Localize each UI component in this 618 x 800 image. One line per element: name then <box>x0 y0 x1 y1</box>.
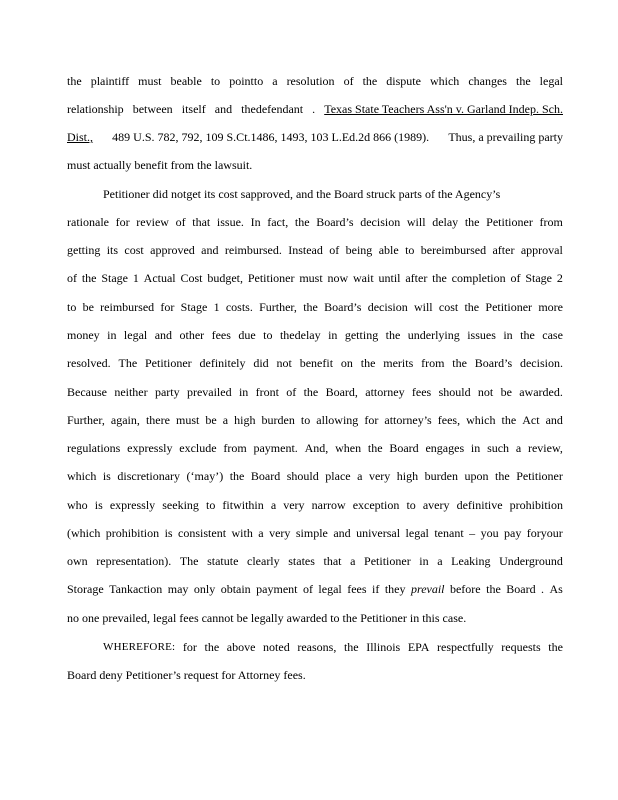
word: from <box>539 215 563 229</box>
word: discretionary <box>117 469 181 483</box>
word: issues <box>467 328 496 342</box>
word: – <box>469 526 476 540</box>
word: you <box>480 526 499 540</box>
word: is <box>102 469 111 483</box>
word: Petitioner <box>247 271 295 285</box>
word: changes <box>468 74 507 88</box>
word: money <box>67 328 100 342</box>
word: the <box>67 74 82 88</box>
word: must <box>299 271 323 285</box>
word: engages <box>425 441 465 455</box>
word: Stage <box>101 271 128 285</box>
word: be <box>500 385 512 399</box>
word: a <box>350 554 356 568</box>
word: legal <box>318 582 342 596</box>
word: decision <box>360 215 401 229</box>
word: reimbursed. <box>224 243 282 257</box>
word: burden <box>261 413 295 427</box>
word: above <box>226 640 256 654</box>
word: to <box>406 498 416 512</box>
word: and <box>333 526 351 540</box>
word: statute <box>207 554 239 568</box>
word: the <box>548 640 563 654</box>
word: fees <box>211 328 231 342</box>
word: 1 <box>132 271 139 285</box>
word: legal <box>405 526 429 540</box>
text-line <box>67 581 563 597</box>
word: exclude <box>179 441 217 455</box>
word: is <box>94 498 103 512</box>
word: the <box>204 640 220 654</box>
word: Board, <box>325 385 358 399</box>
word: expressly <box>127 441 173 455</box>
word: regulations <box>67 441 121 455</box>
word: in <box>419 554 429 568</box>
word: for <box>364 413 379 427</box>
word: the <box>360 356 376 370</box>
word: Board <box>389 441 419 455</box>
word: benefit <box>299 356 334 370</box>
word: decision <box>367 300 408 314</box>
word: cost <box>438 300 459 314</box>
text-line <box>67 497 563 513</box>
word: a <box>222 413 229 427</box>
word: should <box>438 385 471 399</box>
word: merits <box>383 356 414 370</box>
word: of <box>175 215 186 229</box>
word: review <box>136 215 169 229</box>
word: for <box>115 215 130 229</box>
word: to <box>210 74 221 88</box>
word: own <box>67 554 88 568</box>
word: not <box>276 356 292 370</box>
word: until <box>378 271 401 285</box>
word: the <box>520 328 535 342</box>
word: 1 <box>213 300 220 314</box>
word: the <box>515 74 531 88</box>
word: And, <box>304 441 329 455</box>
word: the <box>464 300 480 314</box>
word: of <box>302 582 313 596</box>
word: getting <box>67 243 101 257</box>
word: fitwithin <box>222 498 264 512</box>
word: fact, <box>267 215 289 229</box>
word: Board <box>506 582 536 596</box>
word: The <box>118 356 138 370</box>
word: in <box>107 328 117 342</box>
word: the <box>81 271 97 285</box>
word: Petitioner <box>516 469 563 483</box>
word: decision. <box>519 356 563 370</box>
word: due <box>238 328 256 342</box>
word: Thus, a prevailing party <box>448 130 563 144</box>
word: prohibition <box>105 526 160 540</box>
word: obtain <box>220 582 251 596</box>
word: Stage <box>525 271 552 285</box>
word: between <box>132 102 173 116</box>
word: very <box>283 498 305 512</box>
word: very <box>368 469 391 483</box>
word: WHEREFORE: <box>103 641 176 653</box>
text-line <box>67 384 563 400</box>
word: to <box>263 328 273 342</box>
word: in <box>238 385 249 399</box>
word: getting <box>344 328 379 342</box>
word: legal <box>539 74 563 88</box>
word: resolution <box>286 74 335 88</box>
text-line: Board deny Petitioner’s request for Attorney fees. <box>67 668 306 682</box>
word: Board’s <box>324 300 362 314</box>
word: on <box>340 356 353 370</box>
word: (which <box>67 526 101 540</box>
word: case <box>542 328 563 342</box>
word: will <box>406 215 426 229</box>
text-line <box>67 412 563 428</box>
word: plaintiff <box>90 74 130 88</box>
word: with <box>231 526 253 540</box>
word: thedefendant <box>241 102 304 116</box>
word: there <box>145 413 170 427</box>
word: that <box>192 215 211 229</box>
word: Underground <box>499 554 563 568</box>
word: they <box>384 582 406 596</box>
word: in <box>328 328 338 342</box>
word: may <box>167 582 189 596</box>
word: states <box>288 554 315 568</box>
word: resolved. <box>67 356 111 370</box>
word: able <box>378 243 399 257</box>
word: wait <box>353 271 374 285</box>
word: in <box>470 441 481 455</box>
word: payment. <box>253 441 298 455</box>
text-line <box>67 355 563 371</box>
word: Board <box>250 469 281 483</box>
word: not <box>477 385 494 399</box>
word: Petitioner <box>145 356 192 370</box>
word: consistent <box>178 526 227 540</box>
word: a <box>437 554 443 568</box>
word: and <box>154 328 173 342</box>
word: party <box>154 385 180 399</box>
word: the <box>486 582 501 596</box>
word: the <box>385 328 401 342</box>
word: upon <box>464 469 489 483</box>
word: before <box>449 582 481 596</box>
word: Board’s <box>474 356 513 370</box>
text-line <box>67 73 563 89</box>
word: of <box>343 74 354 88</box>
word: narrow <box>311 498 346 512</box>
word: seeking <box>162 498 199 512</box>
text-line <box>67 440 563 456</box>
word: the <box>367 441 383 455</box>
word: a <box>357 469 363 483</box>
word: issue. <box>216 215 244 229</box>
word: costs. <box>225 300 253 314</box>
word: prevailed <box>186 385 232 399</box>
word: Stage <box>180 300 208 314</box>
word: fees <box>411 385 432 399</box>
word: prohibition <box>509 498 563 512</box>
word: review, <box>527 441 563 455</box>
word: avery <box>422 498 450 512</box>
word: a <box>270 498 277 512</box>
text-line <box>67 327 563 343</box>
word: relationship <box>67 102 124 116</box>
word: Tankaction <box>109 582 163 596</box>
word: place <box>325 469 351 483</box>
word: In <box>250 215 261 229</box>
word: burden <box>424 469 458 483</box>
word: only <box>193 582 216 596</box>
word: high <box>396 469 419 483</box>
text-line <box>67 553 563 569</box>
word: completion <box>451 271 506 285</box>
word: universal <box>356 526 401 540</box>
word: be <box>82 300 94 314</box>
word: clearly <box>247 554 280 568</box>
word: which <box>429 74 460 88</box>
word: The <box>179 554 199 568</box>
word: Dist., <box>67 130 94 144</box>
word: payment <box>256 582 298 596</box>
word: foryour <box>526 526 563 540</box>
word: tenant <box>434 526 464 540</box>
word: Because <box>67 385 107 399</box>
text-line <box>67 242 563 258</box>
word: a <box>258 526 264 540</box>
word: the <box>362 74 378 88</box>
word: cost <box>124 243 144 257</box>
word: pay <box>504 526 522 540</box>
word: Actual <box>143 271 176 285</box>
word: and <box>545 413 563 427</box>
word: itself <box>181 102 206 116</box>
word: of <box>510 271 521 285</box>
word: from <box>223 441 247 455</box>
word: fees, <box>437 413 461 427</box>
word: did <box>253 356 269 370</box>
word: representation). <box>96 554 172 568</box>
word: Leaking <box>451 554 491 568</box>
word: Further, <box>259 300 297 314</box>
word: a <box>272 74 278 88</box>
word: again, <box>110 413 140 427</box>
word: attorney <box>365 385 405 399</box>
word: Cost <box>180 271 203 285</box>
word: the <box>501 413 517 427</box>
word: in <box>503 328 513 342</box>
word: rationale <box>67 215 109 229</box>
word: underlying <box>407 328 460 342</box>
word: Texas State Teachers Ass'n v. Garland Indep. Sch. <box>324 102 563 116</box>
word: pointto <box>229 74 264 88</box>
text-line: no one prevailed, legal fees cannot be legally awarded to the Petitioner in this case. <box>67 611 467 625</box>
word: and <box>201 243 219 257</box>
word: expressly <box>109 498 156 512</box>
word: high <box>234 413 256 427</box>
word: to <box>67 300 77 314</box>
word: approval <box>520 243 563 257</box>
word: is <box>164 526 173 540</box>
text-line <box>67 214 563 230</box>
word: of <box>286 385 297 399</box>
word: bereimbursed <box>420 243 487 257</box>
word: allowing <box>316 413 359 427</box>
word: more <box>538 300 563 314</box>
word: Petitioner <box>486 215 533 229</box>
word: delay <box>432 215 459 229</box>
word: Petitioner <box>364 554 411 568</box>
word: Illinois <box>366 640 401 654</box>
word: the <box>464 215 480 229</box>
word: Petitioner <box>485 300 533 314</box>
word: the <box>229 469 245 483</box>
word: which <box>67 469 97 483</box>
word: . <box>312 102 316 116</box>
text-line <box>67 270 563 286</box>
word: will <box>413 300 433 314</box>
word: awarded. <box>519 385 563 399</box>
word: attorney’s <box>384 413 432 427</box>
word: 2 <box>556 271 563 285</box>
word: simple <box>295 526 328 540</box>
text-line <box>67 101 563 117</box>
word: legal <box>123 328 148 342</box>
word: a <box>515 441 522 455</box>
word: if <box>372 582 380 596</box>
word: reimbursed <box>100 300 155 314</box>
text-line: must actually benefit from the lawsuit. <box>67 158 253 172</box>
text-line <box>103 639 563 655</box>
word: after <box>492 243 515 257</box>
word: Board’s <box>316 215 354 229</box>
word: dispute <box>386 74 421 88</box>
word: budget, <box>207 271 243 285</box>
word: 489 U.S. 782, 792, 109 S.Ct.1486, 1493, 103 L.Ed.2d 866 (1989). <box>112 130 430 144</box>
word: the <box>303 385 319 399</box>
word: As <box>549 582 563 596</box>
word: being <box>345 243 373 257</box>
word: the <box>294 215 310 229</box>
word: of <box>329 243 340 257</box>
word: and <box>214 102 233 116</box>
word: which <box>466 413 496 427</box>
word: fees <box>347 582 367 596</box>
word: exception <box>352 498 400 512</box>
word: Act <box>522 413 540 427</box>
word: front <box>255 385 279 399</box>
word: the <box>303 300 318 314</box>
word: must <box>138 74 162 88</box>
word: other <box>179 328 205 342</box>
word: the <box>452 356 467 370</box>
word: its <box>106 243 119 257</box>
word: must <box>175 413 200 427</box>
word: neither <box>114 385 148 399</box>
text-line <box>67 525 563 541</box>
text-line <box>67 299 563 315</box>
word: beable <box>170 74 202 88</box>
word: requests <box>501 640 541 654</box>
text-line <box>67 468 563 484</box>
word: of <box>67 271 77 285</box>
word: the <box>432 271 447 285</box>
word: approved <box>150 243 195 257</box>
word: to <box>205 498 216 512</box>
word: prevail <box>410 582 445 596</box>
text-line <box>67 129 563 145</box>
word: noted <box>263 640 290 654</box>
word: thedelay <box>279 328 321 342</box>
text-line: Petitioner did notget its cost sapproved, and the Board struck parts of the Agency’s <box>103 187 501 201</box>
word: Instead <box>288 243 323 257</box>
word: definitely <box>199 356 246 370</box>
word: Further, <box>67 413 105 427</box>
word: respectfully <box>437 640 494 654</box>
word: definitive <box>456 498 503 512</box>
word: reasons, <box>297 640 337 654</box>
word: (‘may’) <box>186 469 224 483</box>
word: be <box>205 413 217 427</box>
word: to <box>300 413 311 427</box>
word: after <box>405 271 428 285</box>
word: should <box>286 469 319 483</box>
word: now <box>327 271 349 285</box>
word: the <box>343 640 359 654</box>
word: very <box>269 526 291 540</box>
word: the <box>495 469 510 483</box>
word: for <box>182 640 197 654</box>
word: who <box>67 498 88 512</box>
word: for <box>160 300 175 314</box>
word: Storage <box>67 582 104 596</box>
word: from <box>421 356 445 370</box>
word: when <box>335 441 362 455</box>
word: that <box>323 554 342 568</box>
word: . <box>541 582 545 596</box>
word: such <box>487 441 510 455</box>
word: to <box>405 243 415 257</box>
word: EPA <box>407 640 430 654</box>
